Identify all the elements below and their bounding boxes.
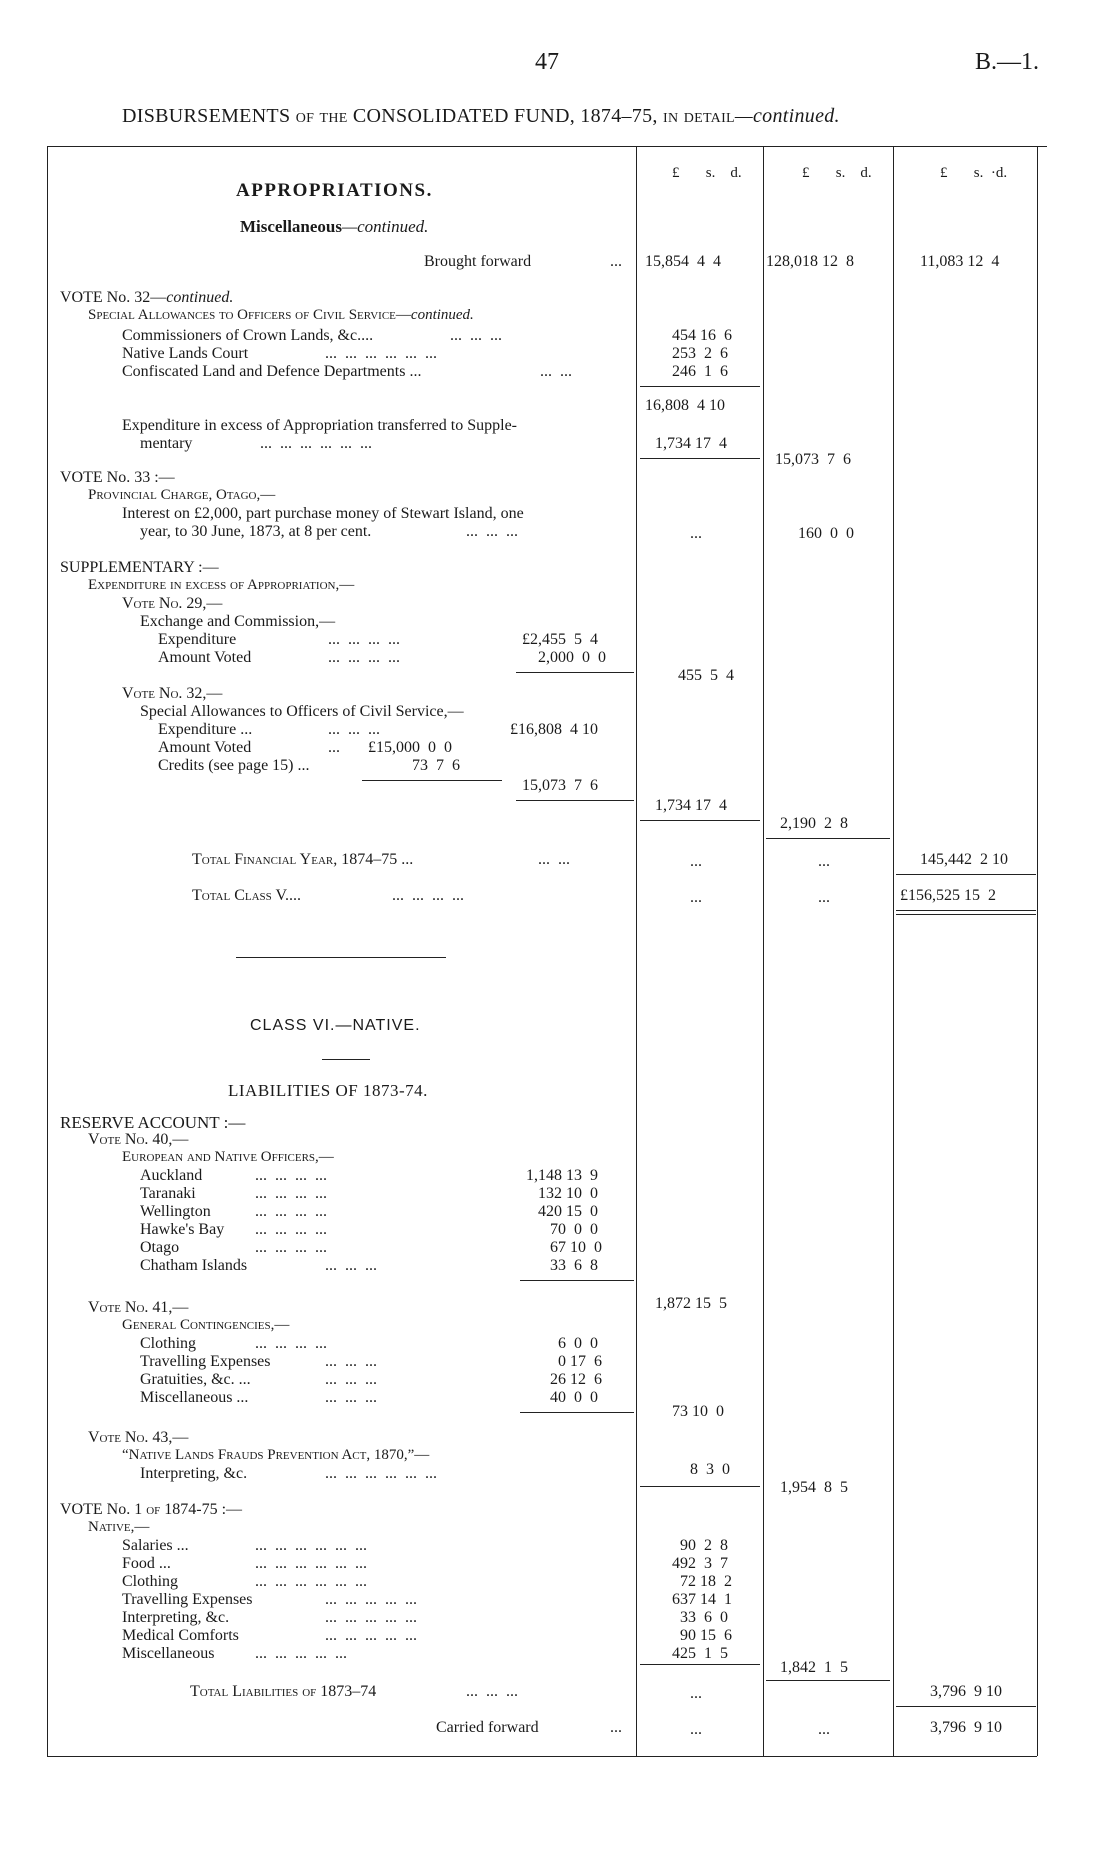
brought-forward-col1: 15,854 4 4 [645, 253, 721, 270]
rule [520, 1412, 634, 1413]
special-allowances-label: Special Allowances to Officers of Civil Service— [88, 307, 411, 323]
item-value: 246 1 6 [672, 363, 728, 380]
rule [766, 1680, 890, 1681]
total-liab-leader: ... ... ... [466, 1683, 518, 1700]
item-leader: ... ... [540, 363, 572, 380]
vote-41-heading [88, 1300, 188, 1316]
double-rule [896, 910, 1036, 911]
carried-forward-leader: ... [610, 1719, 622, 1736]
native-label: Medical Comforts [122, 1627, 239, 1644]
officer-leader: ... ... ... ... [255, 1185, 327, 1202]
v32-expenditure-value: £16,808 4 10 [510, 721, 598, 738]
vote-40-label: Vote No. 40,— [88, 1131, 189, 1148]
officer-leader: ... ... ... ... [255, 1167, 327, 1184]
table-top-border [47, 146, 1047, 147]
native-leader: ... ... ... ... ... [255, 1645, 347, 1662]
v29-voted-label: Amount Voted [158, 649, 252, 666]
item-value: 454 16 6 [672, 327, 732, 344]
contingency-value: 0 17 6 [558, 1353, 602, 1370]
vote-32-net: 15,073 7 6 [775, 451, 851, 468]
vote-1-total: 1,842 1 5 [780, 1659, 848, 1676]
total-class-text: Total Class V.... [192, 887, 301, 904]
vote-40-heading [88, 1132, 188, 1148]
v32-excess: 1,734 17 4 [655, 797, 727, 814]
page-number: 47 [535, 49, 559, 75]
officer-label: Otago [140, 1239, 180, 1256]
officer-label: Hawke's Bay [140, 1221, 225, 1238]
contingencies-heading: General Contingencies,— [122, 1317, 290, 1333]
carried-forward-col1: ... [690, 1721, 702, 1738]
contingency-label: Miscellaneous ... [140, 1389, 249, 1406]
v32-net: 15,073 7 6 [522, 777, 598, 794]
v29-expenditure-value: £2,455 5 4 [522, 631, 598, 648]
native-value: 72 18 2 [680, 1573, 732, 1590]
rule [362, 780, 502, 781]
interest-col1: ... [690, 525, 702, 542]
class-vi-heading: CLASS VI.—NATIVE. [250, 1017, 421, 1034]
appropriations-heading: APPROPRIATIONS. [236, 180, 433, 201]
native-leader: ... ... ... ... ... [325, 1609, 417, 1626]
officers-heading: European and Native Officers,— [122, 1149, 334, 1165]
col2-header: £ s. d. [802, 165, 872, 181]
interest-col2: 160 0 0 [798, 525, 854, 542]
title-continued: —continued. [734, 105, 840, 127]
native-leader: ... ... ... ... ... ... [255, 1537, 367, 1554]
total-fin-leader: ... ... [538, 851, 570, 868]
interest-line1: Interest on £2,000, part purchase money of Stewart Island, one [122, 505, 524, 522]
v32-voted-value: £15,000 0 0 [368, 739, 452, 756]
brought-forward-label: Brought forward [424, 253, 532, 270]
v32-expenditure-label: Expenditure ... [158, 721, 253, 738]
title-in-detail: in detail [663, 105, 735, 127]
table-right-border [1037, 146, 1038, 1756]
vote-1-label: VOTE No. 1 [60, 1501, 143, 1518]
exchange-heading: Exchange and Commission,— [140, 613, 336, 630]
v32-voted-leader: ... [328, 739, 340, 756]
contingency-label: Gratuities, &c. ... [140, 1371, 251, 1388]
special-allowances-2: Special Allowances to Officers of Civil Service,— [140, 703, 464, 720]
vote-41-total: 73 10 0 [672, 1403, 724, 1420]
rule [516, 800, 634, 801]
provincial-charge: Provincial Charge, Otago,— [88, 487, 276, 503]
interpreting-label: Interpreting, &c. [140, 1465, 248, 1482]
v29-voted-leader: ... ... ... ... [328, 649, 400, 666]
officer-value: 132 10 0 [538, 1185, 598, 1202]
miscellaneous-heading [240, 218, 428, 235]
title-main: DISBURSEMENTS [122, 105, 291, 127]
native-value: 33 6 0 [680, 1609, 728, 1626]
native-heading: Native,— [88, 1519, 150, 1535]
interest-leader: ... ... ... [466, 523, 518, 540]
officer-label: Chatham Islands [140, 1257, 248, 1274]
contingency-leader: ... ... ... [325, 1353, 377, 1370]
col3-divider [893, 146, 894, 1756]
liabilities-heading: LIABILITIES OF 1873-74. [228, 1081, 428, 1100]
contingency-value: 26 12 6 [550, 1371, 602, 1388]
vote-43-label: Vote No. 43,— [88, 1429, 189, 1446]
act-heading: “Native Lands Frauds Prevention Act, 1870,”— [122, 1447, 430, 1463]
table-bottom-border [47, 1756, 1037, 1757]
total-liab-col1: ... [690, 1685, 702, 1702]
rule [896, 1706, 1036, 1707]
total-fin-text: Total Financial Year, 1874–75 ... [192, 851, 414, 868]
vote-32-subtotal: 16,808 4 10 [645, 397, 725, 414]
item-leader: ... ... ... [450, 327, 502, 344]
excess-leader: ... ... ... ... ... ... [260, 435, 372, 452]
rule [516, 672, 634, 673]
rule [640, 386, 760, 387]
v32-credits-value: 73 7 6 [412, 757, 460, 774]
excess-text-line2: mentary [140, 435, 193, 452]
vote-1-of: of 1874-75 :— [146, 1501, 243, 1518]
native-value: 90 2 8 [680, 1537, 728, 1554]
rule [640, 458, 760, 459]
total-class-col2: ... [818, 889, 830, 906]
vote-32-label: VOTE No. 32— [60, 289, 167, 306]
native-value: 492 3 7 [672, 1555, 728, 1572]
rule [640, 1664, 760, 1665]
v29-expenditure-leader: ... ... ... ... [328, 631, 400, 648]
officer-label: Wellington [140, 1203, 211, 1220]
vote-32b-heading [122, 686, 222, 702]
native-leader: ... ... ... ... ... [325, 1627, 417, 1644]
misc-continued: —continued. [342, 217, 429, 236]
contingency-value: 6 0 0 [558, 1335, 598, 1352]
v32-expenditure-leader: ... ... ... [328, 721, 380, 738]
page-title [122, 106, 840, 126]
item-label: Confiscated Land and Defence Departments ... [122, 363, 422, 380]
double-rule [896, 914, 1036, 915]
native-label: Interpreting, &c. [122, 1609, 230, 1626]
vote-29-heading [122, 596, 222, 612]
reserve-account-heading: RESERVE ACCOUNT :— [60, 1113, 246, 1132]
rule [520, 1280, 634, 1281]
officer-label: Auckland [140, 1167, 203, 1184]
vote-33-heading: VOTE No. 33 :— [60, 469, 175, 486]
officer-leader: ... ... ... [325, 1257, 377, 1274]
supplementary-total: 2,190 2 8 [780, 815, 848, 832]
col1-header: £ s. d. [672, 165, 742, 181]
interest-line2: year, to 30 June, 1873, at 8 per cent. [140, 523, 372, 540]
native-label: Travelling Expenses [122, 1591, 253, 1608]
item-label: Native Lands Court [122, 345, 249, 362]
total-liab-text: Total Liabilities of 1873–74 [190, 1683, 377, 1700]
excess-value: 1,734 17 4 [655, 435, 727, 452]
misc-label: Miscellaneous [240, 217, 342, 236]
title-fund: CONSOLIDATED FUND, 1874–75, [352, 105, 658, 127]
total-class-leader: ... ... ... ... [392, 887, 464, 904]
document-reference: B.—1. [975, 49, 1040, 75]
native-value: 90 15 6 [680, 1627, 732, 1644]
native-label: Miscellaneous [122, 1645, 215, 1662]
contingency-leader: ... ... ... ... [255, 1335, 327, 1352]
vote-43-heading [88, 1430, 188, 1446]
contingency-label: Travelling Expenses [140, 1353, 271, 1370]
total-liab-col3: 3,796 9 10 [930, 1683, 1002, 1700]
col1-divider [636, 146, 637, 1756]
officer-leader: ... ... ... ... [255, 1221, 327, 1238]
native-value: 637 14 1 [672, 1591, 732, 1608]
total-fin-col3: 145,442 2 10 [920, 851, 1008, 868]
vote-40-total: 1,872 15 5 [655, 1295, 727, 1312]
reserve-total: 1,954 8 5 [780, 1479, 848, 1496]
rule [766, 838, 890, 839]
officer-value: 67 10 0 [550, 1239, 602, 1256]
contingency-value: 40 0 0 [550, 1389, 598, 1406]
item-label: Commissioners of Crown Lands, &c.... [122, 327, 374, 344]
native-label: Salaries ... [122, 1537, 189, 1554]
vote-32b-label: Vote No. 32,— [122, 685, 223, 702]
special-allowances-continued: continued. [410, 307, 474, 323]
officer-value: 33 6 8 [550, 1257, 598, 1274]
total-financial-year-label [192, 852, 413, 868]
special-allowances-heading [88, 308, 474, 323]
officer-value: 70 0 0 [550, 1221, 598, 1238]
total-fin-col2: ... [818, 853, 830, 870]
vote-1-heading [60, 1502, 242, 1518]
item-leader: ... ... ... ... ... ... [325, 345, 437, 362]
vote-32-heading [60, 290, 233, 306]
total-fin-col1: ... [690, 853, 702, 870]
officer-label: Taranaki [140, 1185, 196, 1202]
vote-32-continued: continued. [166, 289, 234, 306]
total-liabilities-label [190, 1684, 376, 1700]
carried-forward-label: Carried forward [436, 1719, 539, 1736]
vote-43-total: 8 3 0 [690, 1461, 730, 1478]
v32-voted-label: Amount Voted [158, 739, 252, 756]
contingency-label: Clothing [140, 1335, 197, 1352]
rule [640, 820, 760, 821]
total-class-col3: £156,525 15 2 [900, 887, 996, 904]
brought-forward-col3: 11,083 12 4 [920, 253, 1000, 270]
supplementary-heading: SUPPLEMENTARY :— [60, 559, 219, 576]
excess-text-line1: Expenditure in excess of Appropriation transferred to Supple- [122, 417, 517, 434]
carried-forward-col3: 3,796 9 10 [930, 1719, 1002, 1736]
brought-forward-col2: 128,018 12 8 [766, 253, 854, 270]
native-label: Clothing [122, 1573, 179, 1590]
interpreting-leader: ... ... ... ... ... ... [325, 1465, 437, 1482]
v32-credits-label: Credits (see page 15) ... [158, 757, 310, 774]
native-leader: ... ... ... ... ... ... [255, 1573, 367, 1590]
v29-expenditure-label: Expenditure [158, 631, 237, 648]
col3-header: £ s. ·d. [940, 165, 1008, 181]
carried-forward-col2: ... [818, 1721, 830, 1738]
vote-29-label: Vote No. 29,— [122, 595, 223, 612]
table-left-border [47, 146, 48, 1756]
total-class-label [192, 888, 301, 904]
col2-divider [763, 146, 764, 1756]
heading-rule [322, 1059, 370, 1060]
brought-forward-leader: ... [610, 253, 622, 270]
native-value: 425 1 5 [672, 1645, 728, 1662]
title-of-the: of the [295, 105, 348, 127]
contingency-leader: ... ... ... [325, 1389, 377, 1406]
vote-41-label: Vote No. 41,— [88, 1299, 189, 1316]
officer-value: 420 15 0 [538, 1203, 598, 1220]
officer-value: 1,148 13 9 [526, 1167, 598, 1184]
section-separator [236, 957, 446, 958]
rule [640, 1486, 760, 1487]
v29-voted-value: 2,000 0 0 [538, 649, 606, 666]
total-class-col1: ... [690, 889, 702, 906]
v29-excess: 455 5 4 [678, 667, 734, 684]
item-value: 253 2 6 [672, 345, 728, 362]
rule [896, 874, 1036, 875]
contingency-leader: ... ... ... [325, 1371, 377, 1388]
native-leader: ... ... ... ... ... ... [255, 1555, 367, 1572]
native-label: Food ... [122, 1555, 171, 1572]
officer-leader: ... ... ... ... [255, 1239, 327, 1256]
officer-leader: ... ... ... ... [255, 1203, 327, 1220]
native-leader: ... ... ... ... ... [325, 1591, 417, 1608]
excess-appropriation-heading: Expenditure in excess of Appropriation,— [88, 577, 355, 593]
